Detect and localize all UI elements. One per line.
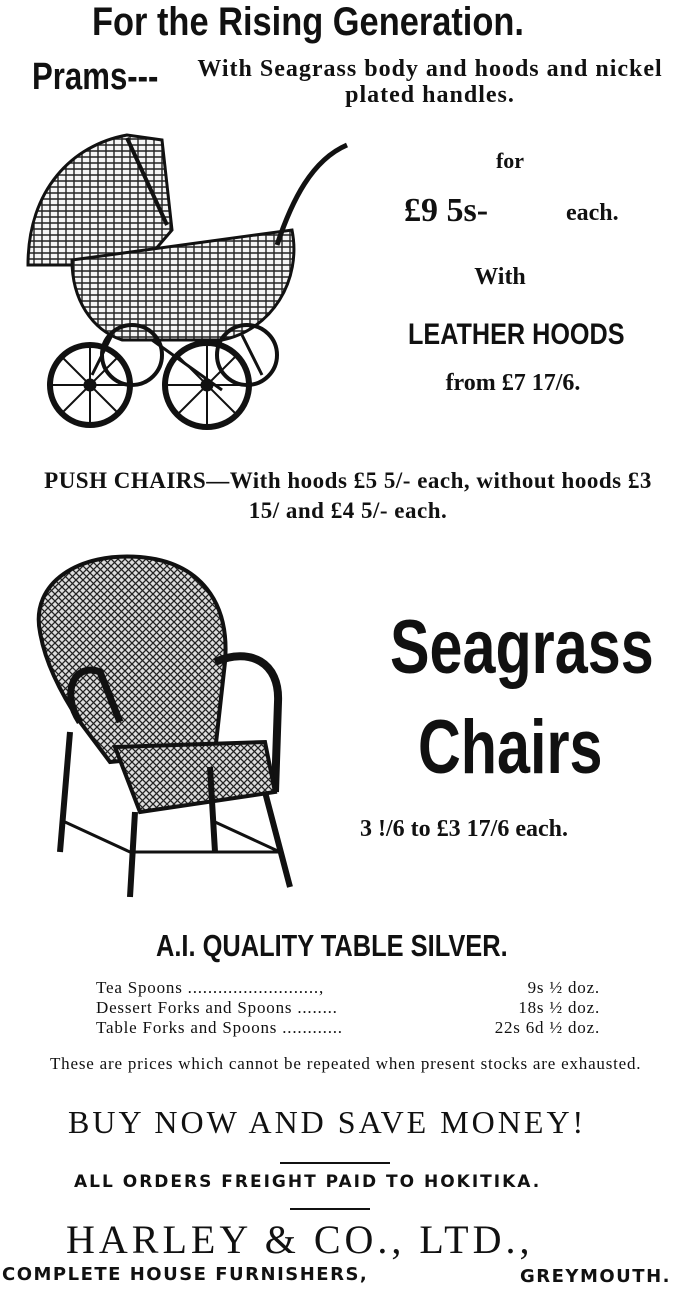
pram-price-each: each.	[566, 200, 619, 226]
silver-item-name: Dessert Forks and Spoons ........	[96, 998, 338, 1017]
ad-title: For the Rising Generation.	[92, 0, 524, 44]
list-item	[96, 978, 600, 998]
silver-item-price: 9s ½ doz.	[527, 978, 600, 997]
freight-notice: ALL ORDERS FREIGHT PAID TO HOKITIKA.	[74, 1172, 542, 1192]
prams-label: Prams---	[32, 56, 159, 98]
prams-description: With Seagrass body and hoods and nickel plated handles.	[197, 56, 663, 108]
silver-item-name: Table Forks and Spoons ............	[96, 1018, 343, 1037]
pram-price: £9 5s-	[404, 192, 489, 229]
push-chairs-text: PUSH CHAIRS—With hoods £5 5/- each, without hoods £3 15/ and £4 5/- each.	[44, 468, 652, 523]
silver-item-name: Tea Spoons ..........................,	[96, 978, 325, 997]
buy-now-slogan: BUY NOW AND SAVE MONEY!	[68, 1104, 587, 1140]
silver-price-list	[96, 978, 600, 1038]
silver-item-price: 22s 6d ½ doz.	[494, 1018, 600, 1037]
list-item	[96, 1018, 600, 1038]
chairs-price: 3 !/6 to £3 17/6 each.	[360, 816, 568, 842]
company-tagline: COMPLETE HOUSE FURNISHERS,	[2, 1264, 369, 1285]
chairs-heading-line2: Chairs	[418, 705, 603, 790]
divider	[280, 1162, 390, 1164]
list-item	[96, 998, 600, 1018]
stock-notice: These are prices which cannot be repeated when present stocks are exhausted.	[50, 1054, 642, 1073]
silver-heading: A.I. QUALITY TABLE SILVER.	[156, 928, 508, 963]
chair-illustration	[20, 552, 310, 904]
with-label: With	[474, 264, 526, 290]
company-name: HARLEY & CO., LTD.,	[66, 1217, 534, 1262]
leather-hoods-price: from £7 17/6.	[445, 370, 581, 396]
leather-hoods-heading: LEATHER HOODS	[408, 318, 625, 351]
pram-illustration	[22, 130, 362, 440]
silver-item-price: 18s ½ doz.	[518, 998, 600, 1017]
for-label: for	[495, 148, 525, 173]
company-location: GREYMOUTH.	[520, 1266, 671, 1287]
divider	[290, 1208, 370, 1210]
chairs-heading-line1: Seagrass	[390, 605, 654, 690]
